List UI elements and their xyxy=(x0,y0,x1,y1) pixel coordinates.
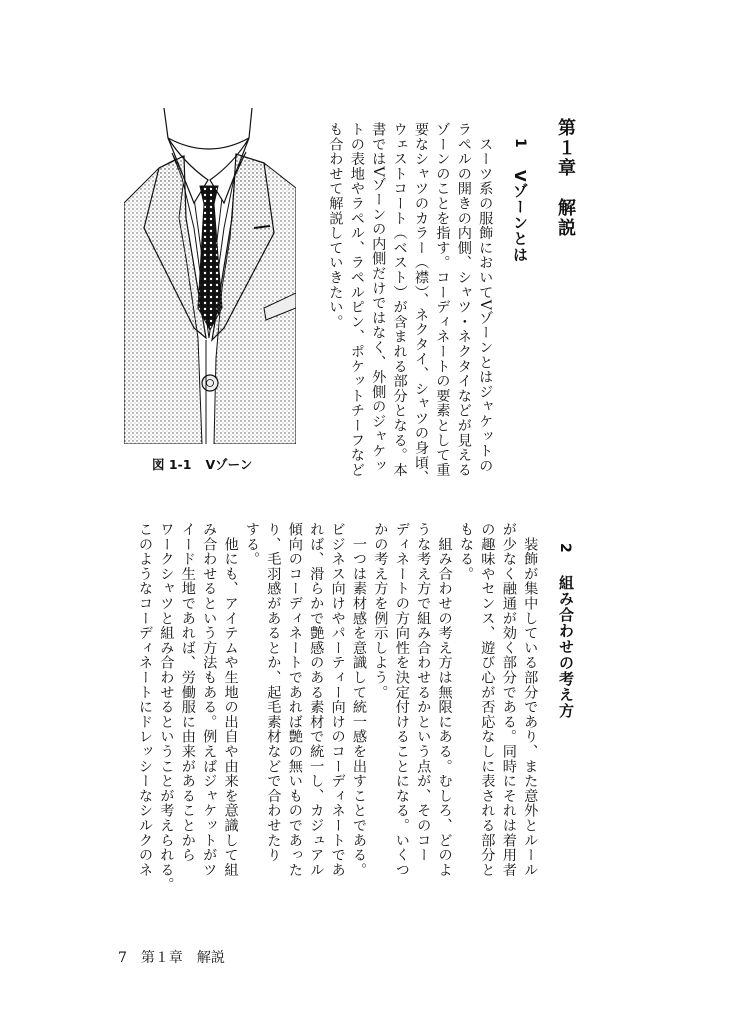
text-column: 一つは素材感を意識して統一感を出すことである。 xyxy=(351,522,367,878)
text-column: もなる。 xyxy=(458,522,474,582)
text-column: 装飾が集中している部分であり、また意外とルール xyxy=(522,522,539,878)
text-column: の趣味やセンス、遊び心が否応なしに表される部分と xyxy=(479,522,496,878)
text-column: ウェストコート（ベスト）が含まれる部分となる。本 xyxy=(391,122,408,478)
text-column: ワークシャツと組み合わせるということが考えられる。 xyxy=(158,522,175,892)
text-column: うな考え方で組み合わせるかという点が、そのコー xyxy=(415,522,432,863)
text-column: ディネートの方向性を決定付けることになる。いくつ xyxy=(393,522,410,878)
text-column: 傾向のコーディネートであれば艶の無いものであった xyxy=(286,522,303,878)
section2-title: 組み合わせの考え方 xyxy=(557,575,575,719)
section1-number: 1 xyxy=(512,138,528,148)
text-column: 要なシャツのカラー（襟）、ネクタイ、シャツの身頃、 xyxy=(413,122,429,485)
figure-label: Vゾーン xyxy=(205,457,253,472)
text-column: ビジネス向けやパーティー向けのコーディネートであ xyxy=(329,522,346,878)
text-column: イード生地であれば、労働服に由来があることから xyxy=(179,522,196,863)
section1-title: Vゾーンとは xyxy=(511,170,529,263)
text-column: み合わせるという方法もある。例えばジャケットがツ xyxy=(201,522,218,878)
text-column: り、毛羽感があるとか、起毛素材などで合わせたり xyxy=(265,522,282,863)
figure-caption xyxy=(152,455,252,473)
text-column: する。 xyxy=(244,522,260,567)
text-column: ゾーンのことを指す。コーディネートの要素として重 xyxy=(434,122,451,478)
text-column: スーツ系の服飾においてVゾーンとはジャケットの xyxy=(477,122,494,474)
figure-number: 図 1-1 xyxy=(152,457,192,472)
text-column: ラペルの開きの内側、シャツ・ネクタイなどが見える xyxy=(455,122,472,478)
text-column: 組み合わせの考え方は無限にある。むしろ、どのよ xyxy=(436,522,453,878)
text-column: このようなコーディネートにドレッシーなシルクのネ xyxy=(137,522,153,878)
text-column: 書ではVゾーンの内側だけではなく、外側のジャケッ xyxy=(370,122,387,474)
chapter-heading: 第１章 解説 xyxy=(555,118,576,238)
text-column: が少なく融通が効く部分である。同時にそれは着用者 xyxy=(500,522,517,878)
running-head: 第１章 解説 xyxy=(140,950,225,966)
text-column: かの考え方を例示しよう。 xyxy=(372,522,389,700)
text-column: 他にも、アイテムや生地の出自や由来を意識して組 xyxy=(222,522,239,878)
text-column: も合わせて解説していきたい。 xyxy=(327,122,344,330)
section2-number: 2 xyxy=(557,543,573,553)
page-number: 7 xyxy=(118,950,127,966)
v-zone-illustration xyxy=(124,108,296,444)
text-column: れば、滑らかで艶感のある素材で統一し、カジュアル xyxy=(308,522,325,878)
text-column: トの表地やラペル、ラペルピン、ポケットチーフなど xyxy=(348,122,365,478)
page-footer xyxy=(118,947,239,967)
